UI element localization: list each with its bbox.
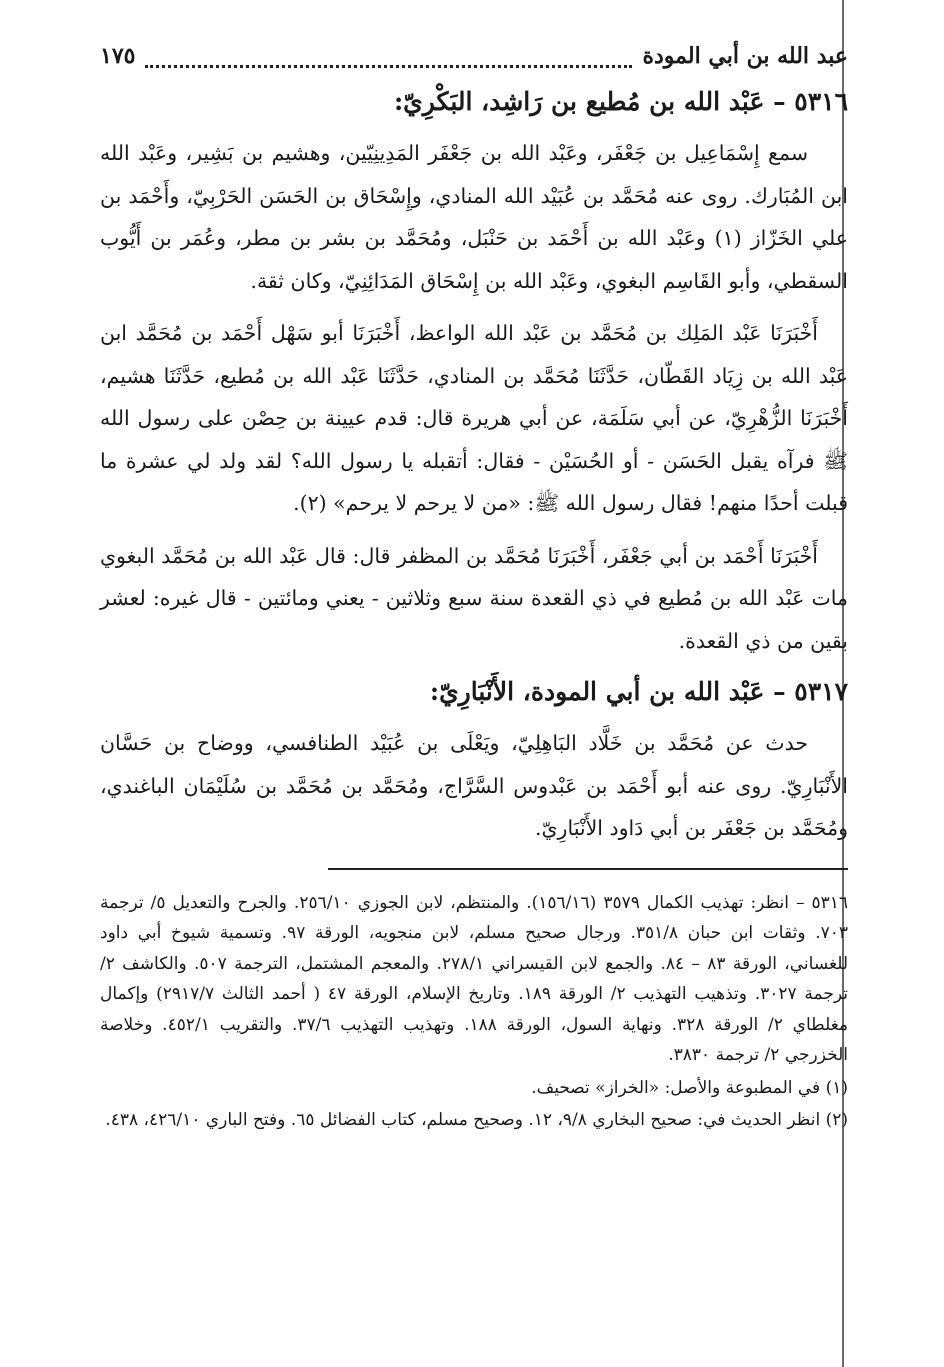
entry-paragraph: سمع إِسْمَاعِيل بن جَعْفَر، وعَبْد الله بن جَعْفَر المَدِينِيّين، وهشيم بن بَشِير، وعَبْد الله ابن المُبَارك. روى عنه مُحَمَّد بن عُبَيْد الله المنادي، وإِسْحَاق بن الحَسَن الحَرْبِيّ، وأَحْمَد بن علي الخَزّاز (١) وعَبْد الله بن أَحْمَد بن حَنْبَل، ومُحَمَّد بن بشر بن مطر، وعُمَر بن أَيُّوب السقطي، وأبو القَاسِم البغوي، وعَبْد الله بن إِسْحَاق المَدَائِنِيّ، وكان ثقة.: [100, 141, 848, 293]
footnote-2: (٢) انظر الحديث في: صحيح البخاري ٩/٨، ١٢. وصحيح مسلم، كتاب الفضائل ٦٥. وفتح الباري ٤٢٦/١٠، ٤٣٨.: [105, 1109, 848, 1130]
entry-5317: [100, 672, 848, 850]
footnote-divider: [328, 868, 848, 870]
running-header: [100, 36, 848, 76]
entry-title: ٥٣١٧ – عَبْد الله بن أبي المودة، الأَنْبَارِيّ:: [429, 677, 848, 706]
entry-paragraph: أَخْبَرَنَا عَبْد المَلِك بن مُحَمَّد بن عَبْد الله الواعظ، أَخْبَرَنَا أبو سَهْل أَحْمَد بن مُحَمَّد ابن عَبْد الله بن زِيَاد القَطّان، حَدَّثَنَا مُحَمَّد بن المنادي، حَدَّثَنَا عَبْد الله بن مُطيع، حَدَّثَنَا هشيم، أَخْبَرَنَا الزُّهْرِيّ، عن أبي سَلَمَة، عن أبي هريرة قال: قدم عيينة بن حِصْن على رسول الله ﷺ فرآه يقبل الحَسَن - أو الحُسَيْن - فقال: أتقبله يا رسول الله؟ لقد ولد لي عشرة ما قبلت أحدًا منهم! فقال رسول الله ﷺ: «من لا يرحم لا يرحم» (٢).: [100, 321, 848, 515]
entry-paragraph: حدث عن مُحَمَّد بن خَلَّاد البَاهِلِيّ، ويَعْلَى بن عُبَيْد الطنافسي، ووضاح بن حَسَّان الأَنْبَارِيّ. روى عنه أبو أَحْمَد بن عَبْدوس السَّرَّاج، ومُحَمَّد بن مُحَمَّد بن سُلَيْمَان الباغندي، ومُحَمَّد بن جَعْفَر بن أبي دَاود الأَنْبَارِيّ.: [100, 731, 848, 840]
header-leader-dots: [145, 45, 632, 68]
entry-title: ٥٣١٦ – عَبْد الله بن مُطيع بن رَاشِد، البَكْرِيّ:: [393, 87, 848, 116]
entry-paragraph: أَخْبَرَنَا أَحْمَد بن أبي جَعْفَر، أَخْبَرَنَا مُحَمَّد بن المظفر قال: قال عَبْد الله بن مُحَمَّد البغوي مات عَبْد الله بن مُطيع في ذي القعدة سنة سبع وثلاثين - يعني ومائتين - قال غيره: لعشر بقين من ذي القعدة.: [100, 543, 848, 653]
page-number: ١٧٥: [100, 43, 136, 69]
book-page: [100, 36, 848, 1336]
entry-5316: [100, 82, 848, 662]
footnote-1: (١) في المطبوعة والأصل: «الخراز» تصحيف.: [531, 1077, 848, 1098]
footnotes: [100, 888, 848, 1135]
running-title: عبد الله بن أبي المودة: [642, 43, 848, 69]
footnote-references: ٥٣١٦ – انظر: تهذيب الكمال ٣٥٧٩ (١٥٦/١٦). والمنتظم، لابن الجوزي ٢٥٦/١٠. والجرح والتعديل ٥/ ترجمة ٧٠٣. وثقات ابن حبان ٣٥١/٨. ورجال صحيح مسلم، لابن منجويه، الورقة ٩٧. وتسمية شيوخ أبي داود للغساني، الورقة ٨٣ – ٨٤. والجمع لابن القيسراني ٢٧٨/١. والمعجم المشتمل، الترجمة ٥٠٧. والكاشف ٢/ ترجمة ٣٠٢٧. وتذهيب التهذيب ٢/ الورقة ١٨٩. وتاريخ الإسلام، الورقة ٤٧ ( أحمد الثالث ٢٩١٧/٧) وإكمال مغلطاي ٢/ الورقة ٣٢٨. ونهاية السول، الورقة ١٨٨. وتهذيب التهذيب ٣٧/٦. والتقريب ٤٥٢/١. وخلاصة الخزرجي ٢/ ترجمة ٣٨٣٠.: [100, 892, 849, 1065]
